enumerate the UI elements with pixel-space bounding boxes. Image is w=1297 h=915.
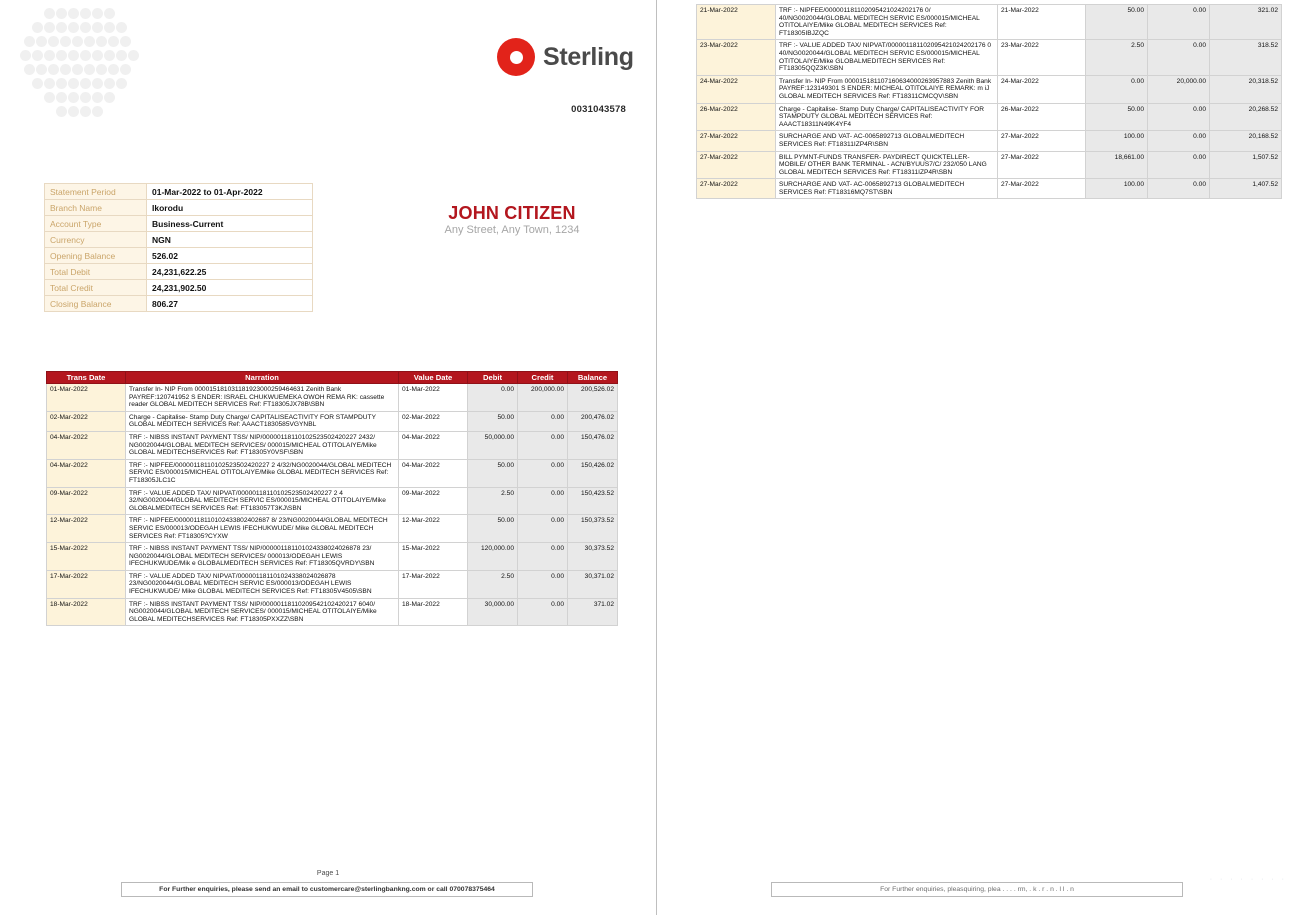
table-row [47,598,618,626]
cell-value-date: 15-Mar-2022 [399,543,468,571]
cell-value-date: 21-Mar-2022 [998,5,1086,40]
cell-credit: 0.00 [1148,103,1210,131]
summary-label: Branch Name [45,200,147,216]
cell-trans-date: 18-Mar-2022 [47,598,126,626]
cell-value-date: 02-Mar-2022 [399,411,468,431]
cell-balance: 1,407.52 [1210,179,1282,199]
cell-balance: 150,423.52 [568,487,618,515]
cell-value-date: 17-Mar-2022 [399,570,468,598]
summary-label: Total Debit [45,264,147,280]
cell-trans-date: 27-Mar-2022 [697,131,776,151]
cell-narration: TRF :- VALUE ADDED TAX/ NIPVAT/00000118110102523502420227 2 4 32/NG0020044/GLOBAL MEDITECH SERVIC ES/000015/MICHEAL OTITOLAIYE/Mike GLOBALMEDITECH SERVICES Ref: FT183057T3KJ\SBN [126,487,399,515]
cell-debit: 50.00 [468,459,518,487]
cell-value-date: 04-Mar-2022 [399,459,468,487]
summary-value: Ikorodu [147,200,313,216]
sterling-logo-icon [497,38,535,76]
customer-name: JOHN CITIZEN [448,203,576,223]
cell-trans-date: 15-Mar-2022 [47,543,126,571]
cell-trans-date: 12-Mar-2022 [47,515,126,543]
cell-credit: 0.00 [518,431,568,459]
cell-narration: BILL PYMNT-FUNDS TRANSFER- PAYDIRECT QUICKTELLER-MOBILE/ OTHER BANK TERMINAL - ACN/BYUUS7/C/ 232/050 LANG GLOBAL MEDITECH SERVICES Ref: FT18311IZP4R\SBN [776,151,998,179]
column-header: Value Date [399,372,468,384]
table-row [47,515,618,543]
cell-narration: TRF :- VALUE ADDED TAX/ NIPVAT/000001181102095421024202176 0 40/NG0020044/GLOBAL MEDITECH SERVIC ES/000015/MICHEAL OTITOLAIYE/Mike GLOBALMEDITECH SERVICES Ref: FT18305QQZ3K\SBN [776,40,998,75]
summary-row [45,184,313,200]
cell-debit: 50.00 [468,411,518,431]
cell-debit: 0.00 [1086,75,1148,103]
cell-narration: SURCHARGE AND VAT- AC-0065892713 GLOBALMEDITECH SERVICES Ref: FT18311IZP4R\SBN [776,131,998,151]
cell-balance: 30,371.02 [568,570,618,598]
cell-trans-date: 04-Mar-2022 [47,459,126,487]
cell-value-date: 27-Mar-2022 [998,179,1086,199]
column-header: Credit [518,372,568,384]
summary-label: Opening Balance [45,248,147,264]
cell-credit: 0.00 [1148,151,1210,179]
summary-value: 01-Mar-2022 to 01-Apr-2022 [147,184,313,200]
cell-narration: TRF :- NIBSS INSTANT PAYMENT TSS/ NIP/000001181101024338024026878 23/ NG0020044/GLOBAL MEDITECH SERVICES/ 000013/ODEGAH LEWIS IFECHUKWUDE/Mik e GLOBALMEDITECH SERVICES Ref: FT18305QVRDY\SBN [126,543,399,571]
cell-trans-date: 04-Mar-2022 [47,431,126,459]
cell-credit: 0.00 [518,487,568,515]
sterling-logo-text: Sterling [543,42,634,71]
summary-label: Statement Period [45,184,147,200]
cell-debit: 100.00 [1086,179,1148,199]
summary-row [45,248,313,264]
cell-debit: 120,000.00 [468,543,518,571]
cell-balance: 321.02 [1210,5,1282,40]
column-header: Trans Date [47,372,126,384]
column-header: Balance [568,372,618,384]
cell-trans-date: 23-Mar-2022 [697,40,776,75]
summary-label: Closing Balance [45,296,147,312]
cell-credit: 0.00 [1148,179,1210,199]
summary-row [45,280,313,296]
summary-label: Total Credit [45,280,147,296]
cell-credit: 0.00 [518,570,568,598]
cell-balance: 371.02 [568,598,618,626]
column-header: Debit [468,372,518,384]
cell-debit: 100.00 [1086,131,1148,151]
summary-row [45,232,313,248]
cell-credit: 0.00 [1148,5,1210,40]
transactions-table-right [696,4,1282,199]
summary-value: NGN [147,232,313,248]
page-number: Page 1 [316,870,340,877]
cell-value-date: 18-Mar-2022 [399,598,468,626]
cell-credit: 0.00 [1148,131,1210,151]
cell-balance: 150,373.52 [568,515,618,543]
cell-value-date: 04-Mar-2022 [399,431,468,459]
cell-narration: SURCHARGE AND VAT- AC-0065892713 GLOBALMEDITECH SERVICES Ref: FT18316MQ7ST\SBN [776,179,998,199]
cell-trans-date: 09-Mar-2022 [47,487,126,515]
cell-balance: 20,168.52 [1210,131,1282,151]
cell-trans-date: 17-Mar-2022 [47,570,126,598]
cell-credit: 0.00 [518,459,568,487]
cell-value-date: 23-Mar-2022 [998,40,1086,75]
statement-summary-table [44,183,313,312]
table-row [697,151,1282,179]
summary-value: 24,231,902.50 [147,280,313,296]
cell-balance: 150,426.02 [568,459,618,487]
cell-trans-date: 24-Mar-2022 [697,75,776,103]
cell-credit: 0.00 [518,543,568,571]
footer-ghost-text: · · · · · · · · [1209,876,1287,883]
cell-debit: 0.00 [468,384,518,412]
cell-value-date: 26-Mar-2022 [998,103,1086,131]
cell-narration: TRF :- NIPFEE/000001181102095421024202176 0/ 40/NG0020044/GLOBAL MEDITECH SERVIC ES/000015/MICHEAL OTITOLAIYE/Mike GLOBAL MEDITECH SERVICES Ref: FT18305IBJZQC [776,5,998,40]
cell-narration: TRF :- NIBSS INSTANT PAYMENT TSS/ NIP/00000118110102523502420227 2432/ NG0020044/GLOBAL MEDITECH SERVICES/ 000015/MICHEAL OTITOLAIYE/Mike GLOBAL MEDITECHSERVICES Ref: FT18305Y0VSF\SBN [126,431,399,459]
table-row [47,459,618,487]
cell-value-date: 12-Mar-2022 [399,515,468,543]
table-row [697,179,1282,199]
table-row [697,131,1282,151]
cell-trans-date: 01-Mar-2022 [47,384,126,412]
table-row [47,543,618,571]
cell-narration: TRF :- NIPFEE/00000118110102433802402687 8/ 23/NG0020044/GLOBAL MEDITECH SERVIC ES/000013/ODEGAH LEWIS IFECHUKWUDE/ Mike GLOBAL MEDITECH SERVICES Ref: FT18305?CYXW [126,515,399,543]
account-number: 0031043578 [571,104,626,115]
table-row [697,5,1282,40]
customer-address: Any Street, Any Town, 1234 [444,224,580,236]
cell-trans-date: 26-Mar-2022 [697,103,776,131]
cell-credit: 0.00 [518,411,568,431]
cell-value-date: 01-Mar-2022 [399,384,468,412]
table-row [47,384,618,412]
summary-row [45,264,313,280]
cell-balance: 150,476.02 [568,431,618,459]
transactions-table-left [46,371,618,626]
cell-credit: 200,000.00 [518,384,568,412]
summary-row [45,216,313,232]
summary-row [45,200,313,216]
cell-narration: Transfer In- NIP From 000015181031181923000259464631 Zenith Bank PAYREF:120741952 S ENDER: ISRAEL CHUKWUEMEKA OWOH REMA RK: cassette reader GLOBAL MEDITECH SERVICES Ref: FT18305JX78B\SBN [126,384,399,412]
summary-value: 24,231,622.25 [147,264,313,280]
cell-trans-date: 27-Mar-2022 [697,179,776,199]
cell-balance: 200,526.02 [568,384,618,412]
cell-narration: Transfer In- NIP From 000015181107160634000263957883 Zenith Bank PAYREF:123149301 S ENDER: MICHEAL OTITOLAIYE REMARK: m iJ GLOBAL MEDITECH SERVICES Ref: FT18311CMCQV\SBN [776,75,998,103]
summary-label: Account Type [45,216,147,232]
cell-narration: Charge - Capitalise- Stamp Duty Charge/ CAPITALISEACTIVITY FOR STAMPDUTY GLOBAL MEDITECH SERVICES Ref: AAACT1830585VGYNBL [126,411,399,431]
column-header: Narration [126,372,399,384]
table-row [697,103,1282,131]
watermark-dots [10,8,160,123]
cell-debit: 18,661.00 [1086,151,1148,179]
cell-narration: TRF :- NIPFEE/00000118110102523502420227 2 4/32/NG0020044/GLOBAL MEDITECH SERVIC ES/000015/MICHEAL OTITOLAIYE/Mike GLOBAL MEDITECH SERVICES Ref: FT18305JLC1C [126,459,399,487]
cell-credit: 0.00 [1148,40,1210,75]
table-row [47,570,618,598]
cell-balance: 20,318.52 [1210,75,1282,103]
footer-note-left: For Further enquiries, please send an email to customercare@sterlingbankng.com or call 070078375464 [121,882,533,897]
cell-value-date: 27-Mar-2022 [998,151,1086,179]
table-row [47,431,618,459]
cell-credit: 20,000.00 [1148,75,1210,103]
cell-debit: 30,000.00 [468,598,518,626]
summary-value: 526.02 [147,248,313,264]
cell-credit: 0.00 [518,515,568,543]
cell-balance: 20,268.52 [1210,103,1282,131]
cell-narration: TRF :- NIBSS INSTANT PAYMENT TSS/ NIP/00000118110209542102420217 6040/ NG0020044/GLOBAL MEDITECH SERVICES/ 000015/MICHEAL OTITOLAIYE/Mike GLOBAL MEDITECHSERVICES Ref: FT18305PXXZZ\SBN [126,598,399,626]
cell-trans-date: 21-Mar-2022 [697,5,776,40]
cell-trans-date: 27-Mar-2022 [697,151,776,179]
cell-narration: Charge - Capitalise- Stamp Duty Charge/ CAPITALISEACTIVITY FOR STAMPDUTY GLOBAL MEDITECH SERVICES Ref: AAACT18311N49K4YF4 [776,103,998,131]
cell-debit: 2.50 [468,570,518,598]
cell-value-date: 24-Mar-2022 [998,75,1086,103]
cell-debit: 50,000.00 [468,431,518,459]
cell-debit: 50.00 [1086,103,1148,131]
table-row [47,411,618,431]
summary-value: 806.27 [147,296,313,312]
cell-debit: 2.50 [468,487,518,515]
statement-page-right [657,0,1297,915]
cell-balance: 200,476.02 [568,411,618,431]
cell-balance: 1,507.52 [1210,151,1282,179]
summary-value: Business-Current [147,216,313,232]
footer-note-right: For Further enquiries, pleasquiring, plea . . . . rm, . k . r . n . l l . n [771,882,1183,897]
cell-debit: 50.00 [1086,5,1148,40]
summary-row [45,296,313,312]
sterling-logo [497,38,634,76]
cell-debit: 50.00 [468,515,518,543]
table-row [697,40,1282,75]
cell-value-date: 09-Mar-2022 [399,487,468,515]
table-row [697,75,1282,103]
cell-balance: 30,373.52 [568,543,618,571]
cell-narration: TRF :- VALUE ADDED TAX/ NIPVAT/000001181101024338024026878 23/NG0020044/GLOBAL MEDITECH SERVIC ES/000013/ODEGAH LEWIS IFECHUKWUDE/ Mike GLOBAL MEDITECH SERVICES Ref: FT18305V4505\SBN [126,570,399,598]
table-row [47,487,618,515]
cell-balance: 318.52 [1210,40,1282,75]
cell-credit: 0.00 [518,598,568,626]
summary-label: Currency [45,232,147,248]
cell-trans-date: 02-Mar-2022 [47,411,126,431]
cell-debit: 2.50 [1086,40,1148,75]
cell-value-date: 27-Mar-2022 [998,131,1086,151]
